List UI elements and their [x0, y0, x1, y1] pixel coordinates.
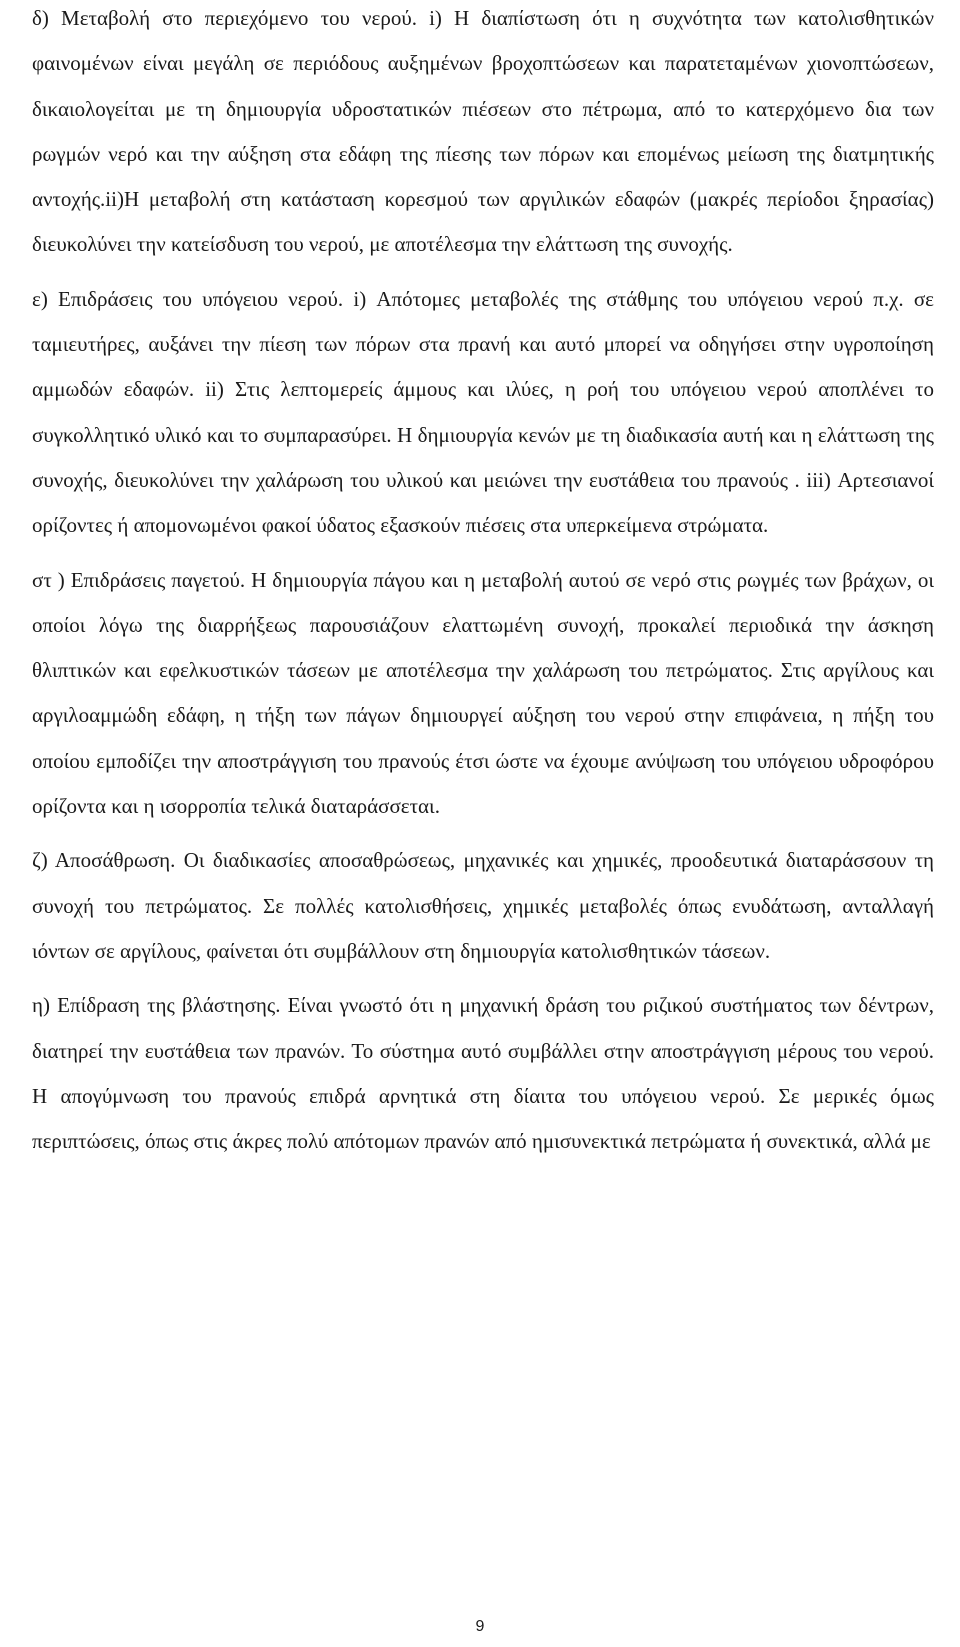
body-text: [32, 0, 934, 1164]
paragraph-frost: στ ) Επιδράσεις παγετού. Η δημιουργία πάγου και η μεταβολή αυτού σε νερό στις ρωγμές των βράχων, οι οποίοι λόγω της διαρρήξεως παρουσιάζουν ελαττωμένη συνοχή, προκαλεί περιοδικά την άσκηση θλιπτικών και εφελκυστικών τάσεων με αποτέλεσμα την χαλάρωση του πετρώματος. Στις αργίλους και αργιλοαμμώδη εδάφη, η τήξη των πάγων δημιουργεί αύξηση του νερού στην επιφάνεια, η πήξη του οποίου εμποδίζει την αποστράγγιση του πρανούς έτσι ώστε να έχουμε ανύψωση του υπόγειου υδροφόρου ορίζοντα και η ισορροπία τελικά διαταράσσεται.: [32, 567, 934, 819]
paragraph-vegetation: η) Επίδραση της βλάστησης. Είναι γνωστό ότι η μηχανική δράση του ριζικού συστήματος των δέντρων, διατηρεί την ευστάθεια των πρανών. Το σύστημα αυτό συμβάλλει στην αποστράγγιση μέρους του νερού. Η απογύμνωση του πρανούς επιδρά αρνητικά στη δίαιτα του υπόγειου νερού. Σε μερικές όμως περιπτώσεις, όπως στις άκρες πολύ απότομων πρανών από ημισυνεκτικά πετρώματα ή συνεκτικά, αλλά με: [32, 993, 934, 1154]
paragraph-water-content: δ) Μεταβολή στο περιεχόμενο του νερού. i) Η διαπίστωση ότι η συχνότητα των κατολισθητικών φαινομένων είναι μεγάλη σε περιόδους αυξημένων βροχοπτώσεων και παρατεταμένων χιονοπτώσεων, δικαιολογείται με τη δημιουργία υδροστατικών πιέσεων στο πέτρωμα, από το κατερχόμενο δια των ρωγμών νερό και την αύξηση στα εδάφη της πίεσης των πόρων και επομένως μείωση της διατμητικής αντοχής.ii)Η μεταβολή στη κατάσταση κορεσμού των αργιλικών εδαφών (μακρές περίοδοι ξηρασίας) διευκολύνει την κατείσδυση του νερού, με αποτέλεσμα την ελάττωση της συνοχής.: [32, 6, 934, 257]
paragraph-groundwater: ε) Επιδράσεις του υπόγειου νερού. i) Απότομες μεταβολές της στάθμης του υπόγειου νερού π.χ. σε ταμιευτήρες, αυξάνει την πίεση των πόρων στα πρανή και αυτό μπορεί να οδηγήσει στην υγροποίηση αμμωδών εδαφών. ii) Στις λεπτομερείς άμμους και ιλύες, η ροή του υπόγειου νερού αποπλένει το συγκολλητικό υλικό και το συμπαρασύρει. Η δημιουργία κενών με τη διαδικασία αυτή και η ελάττωση της συνοχής, διευκολύνει την χαλάρωση του υλικού και μειώνει την ευστάθεια του πρανούς . iii) Αρτεσιανοί ορίζοντες ή απομονωμένοι φακοί ύδατος εξασκούν πιέσεις στα υπερκείμενα στρώματα.: [32, 286, 934, 538]
page-number: 9: [475, 1618, 485, 1635]
paragraph-weathering: ζ) Αποσάθρωση. Οι διαδικασίες αποσαθρώσεως, μηχανικές και χημικές, προοδευτικά διαταράσσουν τη συνοχή του πετρώματος. Σε πολλές κατολισθήσεις, χημικές μεταβολές όπως ενυδάτωση, ανταλλαγή ιόντων σε αργίλους, φαίνεται ότι συμβάλλουν στη δημιουργία κατολισθητικών τάσεων.: [32, 848, 934, 963]
